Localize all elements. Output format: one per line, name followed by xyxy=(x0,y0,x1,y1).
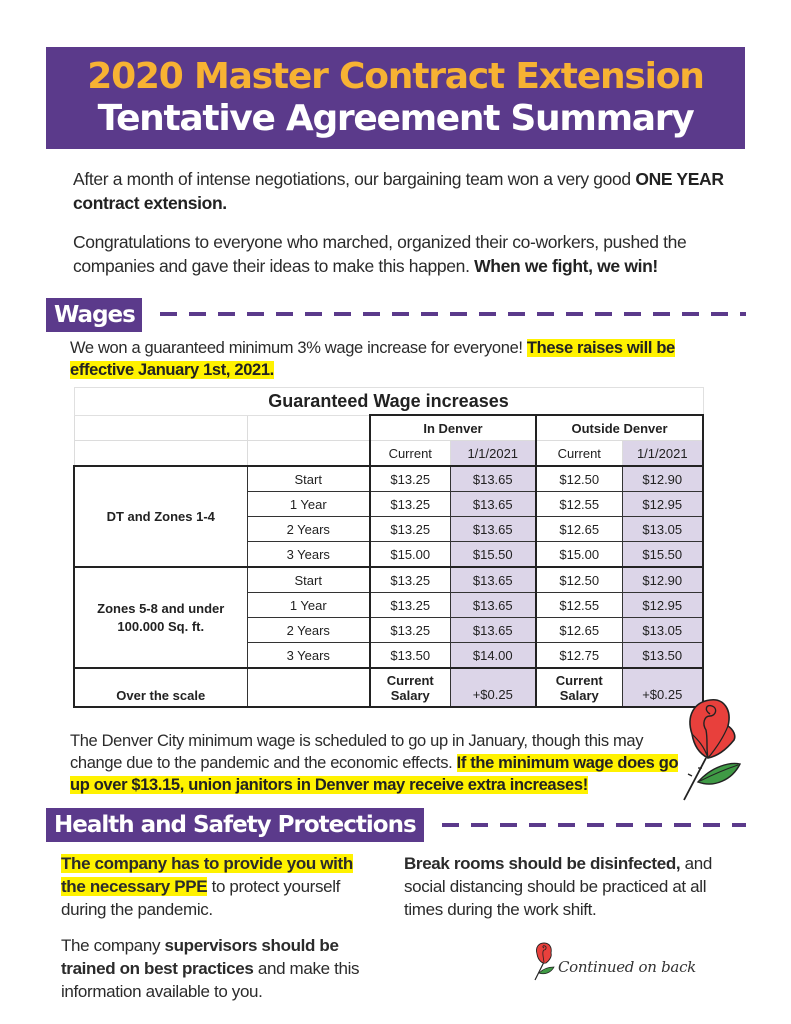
wages-paragraph: We won a guaranteed minimum 3% wage increase for everyone! These raises will be effective January 1st, 2021. xyxy=(70,339,675,379)
table-row-over-scale: Over the scale Current Salary +$0.25 Current Salary +$0.25 xyxy=(74,668,703,707)
col-header-new: 1/1/2021 xyxy=(450,441,536,467)
health-left-paragraph-2: The company supervisors should be trained on best practices and make this information available to you. xyxy=(61,936,360,1001)
col-header-current: Current xyxy=(370,441,450,467)
over-scale-label: Over the scale xyxy=(74,668,247,707)
wages-highlight: These raises will be effective January 1st, 2021. xyxy=(70,339,675,379)
health-dashed-divider xyxy=(442,823,746,827)
region-header-in-denver: In Denver xyxy=(370,415,536,441)
table-row: 3 Years $15.00 $15.50 $15.00 $15.50 xyxy=(74,542,703,568)
group-label: DT and Zones 1-4 xyxy=(74,466,247,567)
intro-bold: ONE YEAR contract extension. xyxy=(73,169,724,213)
small-rose-icon xyxy=(532,942,556,982)
table-row: 2 Years $13.25 $13.65 $12.65 $13.05 xyxy=(74,517,703,542)
ppe-highlight: The company has to provide you with the necessary PPE xyxy=(61,854,353,896)
wages-dashed-divider xyxy=(160,312,746,316)
table-row: Zones 5-8 and under 100.000 Sq. ft. Start $13.25 $13.65 $12.50 $12.90 xyxy=(74,567,703,593)
intro-paragraph-2: Congratulations to everyone who marched, organized their co-workers, pushed the companies and gave their ideas to make this happen. When we fight, we win! xyxy=(73,232,687,276)
table-row: DT and Zones 1-4 Start $13.25 $13.65 $12.50 $12.90 xyxy=(74,466,703,492)
table-caption: Guaranteed Wage increases xyxy=(74,388,703,416)
wages-heading: Wages xyxy=(46,298,142,332)
minimum-wage-highlight: If the minimum wage does go up over $13.15, union janitors in Denver may receive extra increases! xyxy=(70,754,679,794)
region-header-outside-denver: Outside Denver xyxy=(536,415,703,441)
health-right-paragraph: Break rooms should be disinfected, and social distancing should be practiced at all times during the work shift. xyxy=(404,854,712,919)
intro-paragraph-1: After a month of intense negotiations, our bargaining team won a very good ONE YEAR contract extension. xyxy=(73,169,724,213)
col-header-current: Current xyxy=(536,441,622,467)
table-row: 1 Year $13.25 $13.65 $12.55 $12.95 xyxy=(74,492,703,517)
health-left-paragraph-1: The company has to provide you with the necessary PPE to protect yourself during the pandemic. xyxy=(61,854,353,919)
health-safety-heading: Health and Safety Protections xyxy=(46,808,424,842)
title-banner xyxy=(46,47,745,149)
minimum-wage-note: The Denver City minimum wage is scheduled to go up in January, though this may change due to the pandemic and the economic effects. If the minimum wage does go up over $13.15, union janitors in Denver may receive extra increases! xyxy=(70,732,679,794)
table-row: 2 Years $13.25 $13.65 $12.65 $13.05 xyxy=(74,618,703,643)
title-line-1: 2020 Master Contract Extension xyxy=(87,56,704,97)
continued-on-back: Continued on back xyxy=(558,958,696,976)
table-row: 1 Year $13.25 $13.65 $12.55 $12.95 xyxy=(74,593,703,618)
group-label: Zones 5-8 and under 100.000 Sq. ft. xyxy=(74,567,247,668)
intro-slogan: When we fight, we win! xyxy=(474,256,658,276)
col-header-new: 1/1/2021 xyxy=(622,441,703,467)
title-line-2: Tentative Agreement Summary xyxy=(97,98,694,139)
table-row: 3 Years $13.50 $14.00 $12.75 $13.50 xyxy=(74,643,703,669)
wage-increase-table xyxy=(73,387,704,708)
